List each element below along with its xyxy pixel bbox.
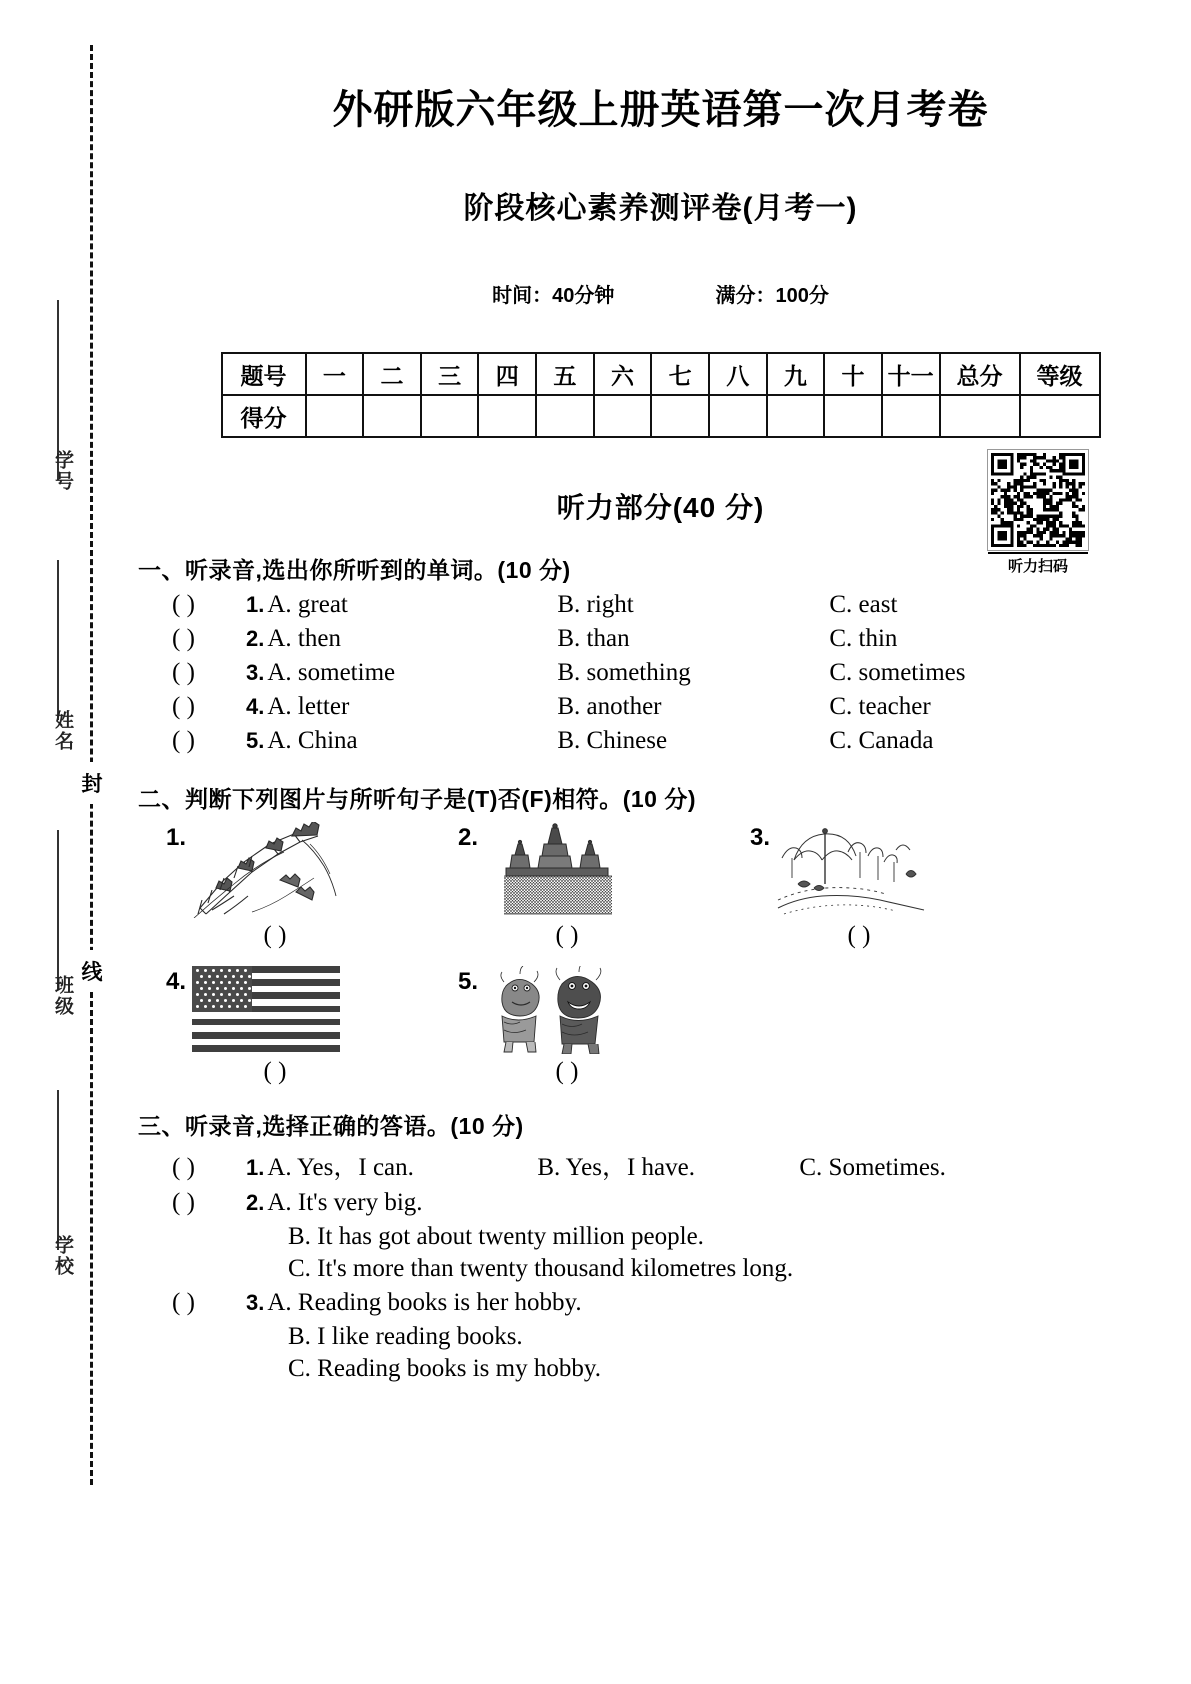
score-table-col-2: 二 <box>363 353 421 395</box>
usa-flag-icon <box>192 966 342 1054</box>
score-table-row-label: 题号 <box>222 353 306 395</box>
listening-qr-block[interactable] <box>988 450 1088 576</box>
option-a[interactable]: A. then <box>267 625 341 652</box>
section-title-one: 一、听录音,选出你所听到的单词。(10 分) <box>138 557 571 583</box>
picture-item-4 <box>166 966 458 1086</box>
score-table <box>221 352 1101 438</box>
picture-row-top <box>166 822 1191 950</box>
answer-blank-2-1[interactable]: ( ) <box>263 922 287 949</box>
option-b[interactable]: B. something <box>557 659 691 686</box>
question-number: 5. <box>246 728 265 753</box>
option-c[interactable]: C. sometimes <box>829 659 966 686</box>
option-a[interactable]: A. China <box>267 727 358 754</box>
score-cell-2[interactable] <box>363 395 421 437</box>
score-table-col-3: 三 <box>421 353 479 395</box>
option-a[interactable]: A. It's very big. <box>267 1189 423 1216</box>
score-cell-5[interactable] <box>536 395 594 437</box>
answer-blank-2-4[interactable]: ( ) <box>263 1058 287 1085</box>
option-c[interactable]: C. Reading books is my hobby. <box>288 1355 601 1382</box>
option-a[interactable]: A. sometime <box>267 659 396 686</box>
score-table-col-10: 十 <box>824 353 882 395</box>
score-table-col-total: 总分 <box>940 353 1020 395</box>
margin-field-class: 班级 <box>52 975 73 1017</box>
page-subtitle: 阶段核心素养测评卷(月考一) <box>463 192 858 225</box>
picture-number: 3. <box>750 824 771 851</box>
score-table-col-11: 十一 <box>882 353 940 395</box>
option-b[interactable]: B. Yes，I have. <box>537 1154 696 1181</box>
score-cell-11[interactable] <box>882 395 940 437</box>
list-item <box>172 1189 1191 1217</box>
score-table-col-6: 六 <box>594 353 652 395</box>
great-wall-sketch-icon <box>192 822 342 918</box>
score-cell-1[interactable] <box>306 395 364 437</box>
margin-rule <box>57 560 59 720</box>
indian-temple-sketch-icon <box>484 822 634 918</box>
score-cell-7[interactable] <box>651 395 709 437</box>
answer-blank-1-3[interactable]: ( ) <box>172 659 195 686</box>
option-b[interactable]: B. Chinese <box>557 727 668 754</box>
qr-code-icon[interactable] <box>988 450 1088 550</box>
picture-item-1 <box>166 822 458 950</box>
picture-number: 4. <box>166 968 187 995</box>
question-number: 3. <box>246 660 265 685</box>
option-a[interactable]: A. letter <box>267 693 350 720</box>
answer-blank-2-5[interactable]: ( ) <box>555 1058 579 1085</box>
question-number: 4. <box>246 694 265 719</box>
list-item <box>172 727 1191 755</box>
answer-blank-1-1[interactable]: ( ) <box>172 591 195 618</box>
score-cell-6[interactable] <box>594 395 652 437</box>
answer-blank-3-1[interactable]: ( ) <box>172 1154 195 1181</box>
answer-blank-2-2[interactable]: ( ) <box>555 922 579 949</box>
score-table-col-1: 一 <box>306 353 364 395</box>
margin-rule <box>57 1090 59 1250</box>
picture-number: 2. <box>458 824 479 851</box>
question-number: 1. <box>246 592 265 617</box>
page-title: 外研版六年级上册英语第一次月考卷 <box>332 88 989 132</box>
question-number: 2. <box>246 1190 265 1215</box>
answer-blank-3-3[interactable]: ( ) <box>172 1289 195 1316</box>
section-title-three: 三、听录音,选择正确的答语。(10 分) <box>138 1113 524 1139</box>
score-table-col-9: 九 <box>767 353 825 395</box>
exam-sheet <box>130 0 1191 1684</box>
option-c[interactable]: C. east <box>829 591 898 618</box>
score-table-row-label: 得分 <box>222 395 306 437</box>
score-cell-4[interactable] <box>478 395 536 437</box>
picture-item-5 <box>458 966 750 1086</box>
option-a[interactable]: A. Reading books is her hobby. <box>267 1289 582 1316</box>
picture-number: 5. <box>458 968 479 995</box>
list-item <box>172 625 1191 653</box>
option-a[interactable]: A. Yes，I can. <box>267 1154 414 1181</box>
score-table-col-grade: 等级 <box>1020 353 1100 395</box>
option-a[interactable]: A. great <box>267 591 348 618</box>
picture-item-placeholder <box>750 966 1042 1086</box>
score-cell-grade[interactable] <box>1020 395 1100 437</box>
question-number: 2. <box>246 626 265 651</box>
picture-item-3 <box>750 822 1042 950</box>
option-b[interactable]: B. I like reading books. <box>288 1323 523 1350</box>
answer-blank-1-5[interactable]: ( ) <box>172 727 195 754</box>
answer-blank-1-4[interactable]: ( ) <box>172 693 195 720</box>
score-table-col-5: 五 <box>536 353 594 395</box>
list-item <box>172 1289 1191 1317</box>
question-number: 3. <box>246 1290 265 1315</box>
option-b[interactable]: B. than <box>557 625 630 652</box>
margin-field-student-id: 学号 <box>52 450 73 492</box>
margin-field-school: 学校 <box>52 1235 73 1277</box>
score-cell-9[interactable] <box>767 395 825 437</box>
listening-part-banner: 听力部分(40 分) <box>556 492 765 523</box>
option-c[interactable]: C. It's more than twenty thousand kilometres long. <box>288 1255 794 1282</box>
table-row-question-numbers <box>222 353 1100 395</box>
score-table-wrapper <box>221 352 1101 438</box>
picture-number: 1. <box>166 824 187 851</box>
option-c[interactable]: C. teacher <box>829 693 931 720</box>
lion-dance-sketch-icon <box>484 966 634 1054</box>
qr-code-label: 听力扫码 <box>988 552 1088 576</box>
option-b[interactable]: B. right <box>557 591 634 618</box>
score-cell-10[interactable] <box>824 395 882 437</box>
option-b[interactable]: B. another <box>557 693 662 720</box>
exam-time-label: 时间：40分钟 <box>492 285 615 307</box>
picture-row-bottom <box>166 966 1191 1086</box>
score-cell-3[interactable] <box>421 395 479 437</box>
question-number: 1. <box>246 1155 265 1180</box>
score-cell-total[interactable] <box>940 395 1020 437</box>
option-c[interactable]: C. thin <box>829 625 898 652</box>
answer-blank-1-2[interactable]: ( ) <box>172 625 195 652</box>
beach-umbrella-sketch-icon <box>776 822 926 918</box>
score-table-col-8: 八 <box>709 353 767 395</box>
seal-margin <box>0 0 130 1684</box>
exam-total-score-label: 满分：100分 <box>715 285 829 307</box>
answer-blank-3-2[interactable]: ( ) <box>172 1189 195 1216</box>
score-table-col-7: 七 <box>651 353 709 395</box>
score-cell-8[interactable] <box>709 395 767 437</box>
list-item <box>172 659 1191 687</box>
answer-blank-2-3[interactable]: ( ) <box>847 922 871 949</box>
score-table-col-4: 四 <box>478 353 536 395</box>
exam-meta <box>130 279 1191 308</box>
list-item <box>172 1147 1191 1183</box>
section-title-two: 二、判断下列图片与所听句子是(T)否(F)相符。(10 分) <box>138 786 697 812</box>
seal-word-xian: 线 <box>76 950 108 992</box>
margin-rule <box>57 830 59 990</box>
seal-word-feng: 封 <box>76 762 108 804</box>
list-item <box>172 693 1191 721</box>
list-item <box>172 591 1191 619</box>
option-c[interactable]: C. Canada <box>829 727 934 754</box>
margin-field-name: 姓名 <box>52 710 73 752</box>
table-row-scores <box>222 395 1100 437</box>
option-c[interactable]: C. Sometimes. <box>799 1154 946 1181</box>
picture-item-2 <box>458 822 750 950</box>
option-b[interactable]: B. It has got about twenty million people. <box>288 1223 704 1250</box>
